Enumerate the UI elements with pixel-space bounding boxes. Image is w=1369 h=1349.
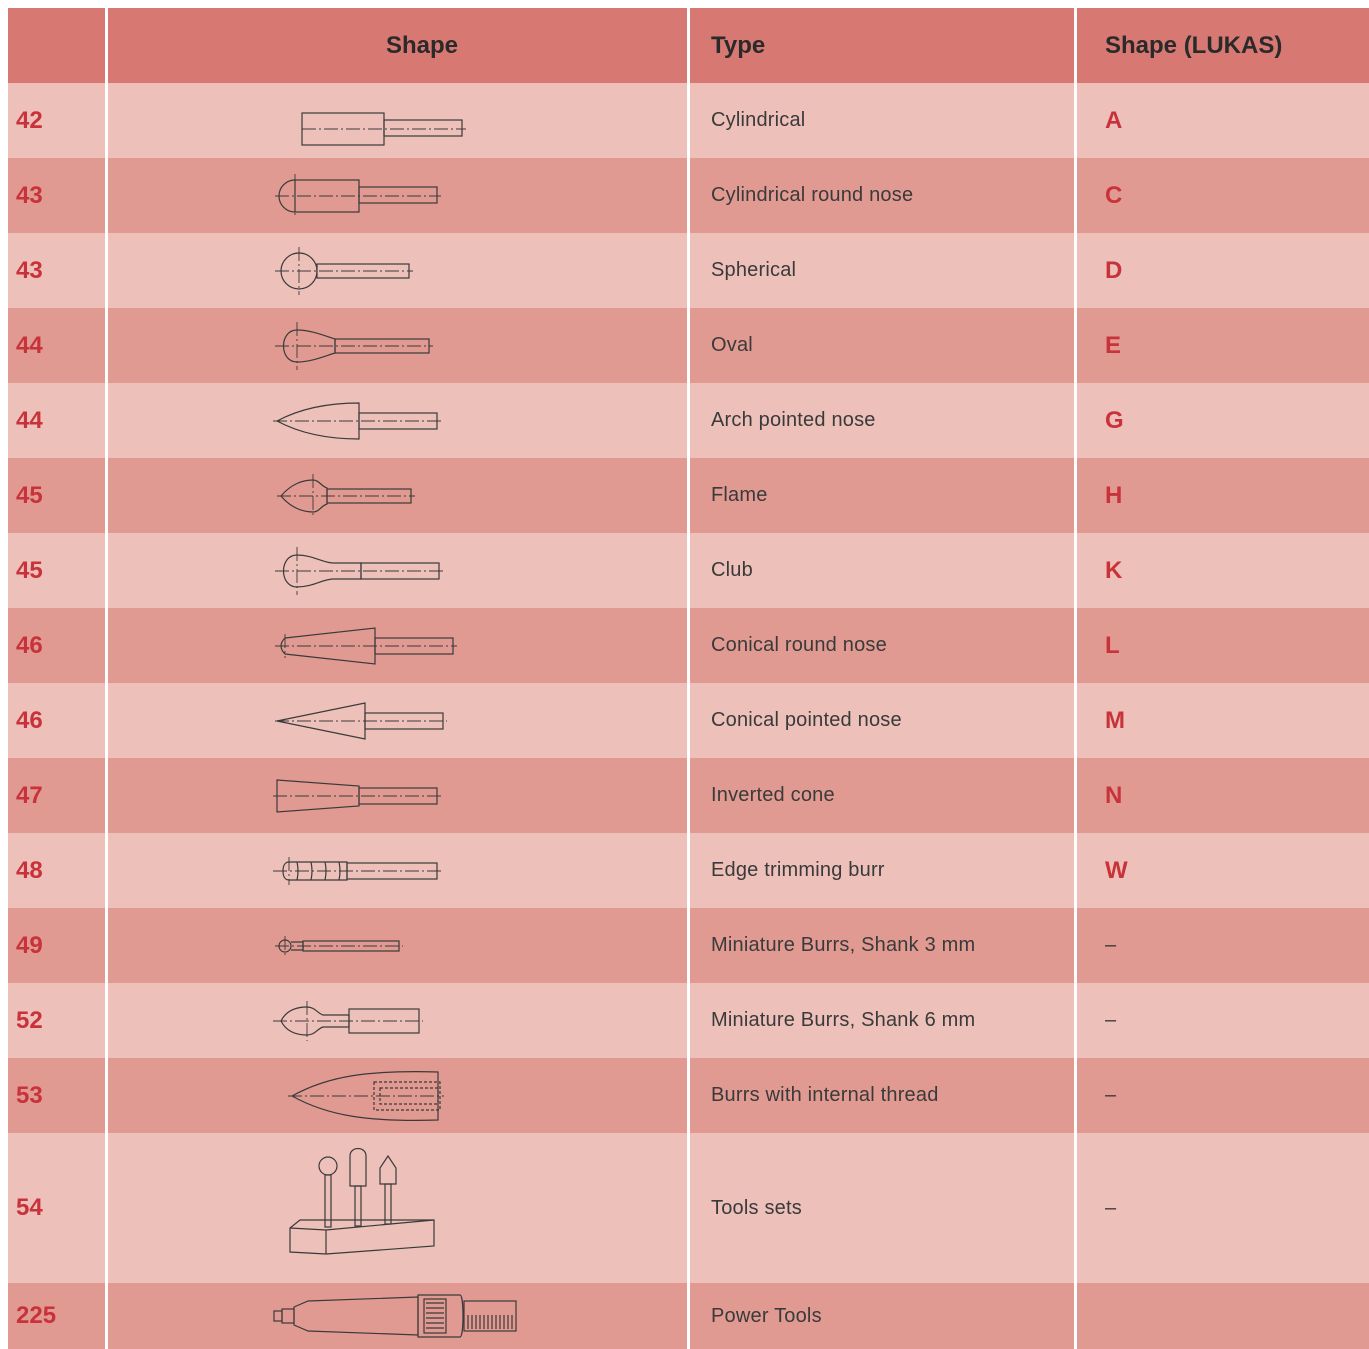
lukas-code: – xyxy=(1105,1009,1117,1031)
table-row xyxy=(8,533,1369,608)
lukas-code: G xyxy=(1105,406,1124,434)
spherical-burr-icon xyxy=(273,233,463,309)
lukas-code: C xyxy=(1105,181,1123,209)
table-header xyxy=(8,8,1369,83)
lukas-code: K xyxy=(1105,556,1123,584)
page-number[interactable]: 45 xyxy=(16,481,43,509)
table-row xyxy=(8,1133,1369,1283)
type-label: Tools sets xyxy=(711,1196,802,1219)
table-row xyxy=(8,308,1369,383)
type-label: Power Tools xyxy=(711,1304,822,1327)
table-row xyxy=(8,908,1369,983)
lukas-code: – xyxy=(1105,1084,1117,1106)
lukas-code: D xyxy=(1105,256,1123,284)
table-row xyxy=(8,83,1369,158)
lukas-code: E xyxy=(1105,331,1122,359)
lukas-code: M xyxy=(1105,706,1125,734)
type-label: Conical round nose xyxy=(711,634,887,656)
internal-thread-burr-icon xyxy=(288,1058,448,1134)
lukas-code: W xyxy=(1105,856,1128,884)
table-row xyxy=(8,458,1369,533)
power-tool-icon xyxy=(268,1291,528,1341)
page-number[interactable]: 54 xyxy=(16,1194,43,1221)
lukas-code: – xyxy=(1105,934,1117,956)
table-row xyxy=(8,758,1369,833)
shape-overview-table xyxy=(8,8,1369,1349)
type-label: Edge trimming burr xyxy=(711,859,885,881)
page-number[interactable]: 52 xyxy=(16,1006,43,1034)
club-burr-icon xyxy=(273,533,463,609)
table-row xyxy=(8,683,1369,758)
page-number[interactable]: 46 xyxy=(16,631,43,659)
type-label: Burrs with internal thread xyxy=(711,1084,939,1106)
type-label: Oval xyxy=(711,334,753,356)
inverted-cone-burr-icon xyxy=(273,758,463,834)
page-number[interactable]: 49 xyxy=(16,931,43,959)
arch-pointed-nose-burr-icon xyxy=(273,383,463,459)
page-number[interactable]: 43 xyxy=(16,181,43,209)
header-lukas: Shape (LUKAS) xyxy=(1105,31,1283,59)
header-shape: Shape xyxy=(108,8,690,83)
table-row xyxy=(8,983,1369,1058)
table-row xyxy=(8,233,1369,308)
page-number[interactable]: 48 xyxy=(16,856,43,884)
lukas-code: – xyxy=(1105,1196,1117,1219)
table-row xyxy=(8,608,1369,683)
table-row xyxy=(8,1058,1369,1133)
lukas-code: N xyxy=(1105,781,1123,809)
page-number[interactable]: 43 xyxy=(16,256,43,284)
table-row xyxy=(8,833,1369,908)
conical-pointed-nose-burr-icon xyxy=(273,683,463,759)
type-label: Flame xyxy=(711,484,768,506)
table-row xyxy=(8,158,1369,233)
page-number[interactable]: 47 xyxy=(16,781,43,809)
flame-burr-icon xyxy=(273,458,463,534)
table-row xyxy=(8,1283,1369,1349)
cylindrical-burr-icon xyxy=(298,91,498,151)
type-label: Cylindrical xyxy=(711,109,806,131)
page-number[interactable]: 42 xyxy=(16,106,43,134)
page-number[interactable]: 46 xyxy=(16,706,43,734)
page-number[interactable]: 45 xyxy=(16,556,43,584)
header-page xyxy=(8,8,108,83)
page-number[interactable]: 44 xyxy=(16,406,43,434)
type-label: Inverted cone xyxy=(711,784,835,806)
page-number[interactable]: 225 xyxy=(16,1302,57,1329)
header-type: Type xyxy=(690,8,1077,83)
tool-set-icon xyxy=(278,1148,438,1268)
lukas-code: L xyxy=(1105,631,1120,659)
miniature-burr-3mm-icon xyxy=(273,908,463,984)
page-number[interactable]: 53 xyxy=(16,1081,43,1109)
oval-burr-icon xyxy=(273,308,463,384)
type-label: Spherical xyxy=(711,259,797,281)
lukas-code: H xyxy=(1105,481,1123,509)
cylindrical-round-nose-burr-icon xyxy=(273,158,463,234)
type-label: Club xyxy=(711,559,753,581)
type-label: Conical pointed nose xyxy=(711,709,902,731)
type-label: Miniature Burrs, Shank 3 mm xyxy=(711,934,976,956)
page-number[interactable]: 44 xyxy=(16,331,43,359)
edge-trimming-burr-icon xyxy=(273,833,463,909)
type-label: Arch pointed nose xyxy=(711,409,876,431)
conical-round-nose-burr-icon xyxy=(273,608,463,684)
type-label: Cylindrical round nose xyxy=(711,184,914,206)
table-row xyxy=(8,383,1369,458)
miniature-burr-6mm-icon xyxy=(273,983,463,1059)
lukas-code: A xyxy=(1105,106,1123,134)
type-label: Miniature Burrs, Shank 6 mm xyxy=(711,1009,976,1031)
